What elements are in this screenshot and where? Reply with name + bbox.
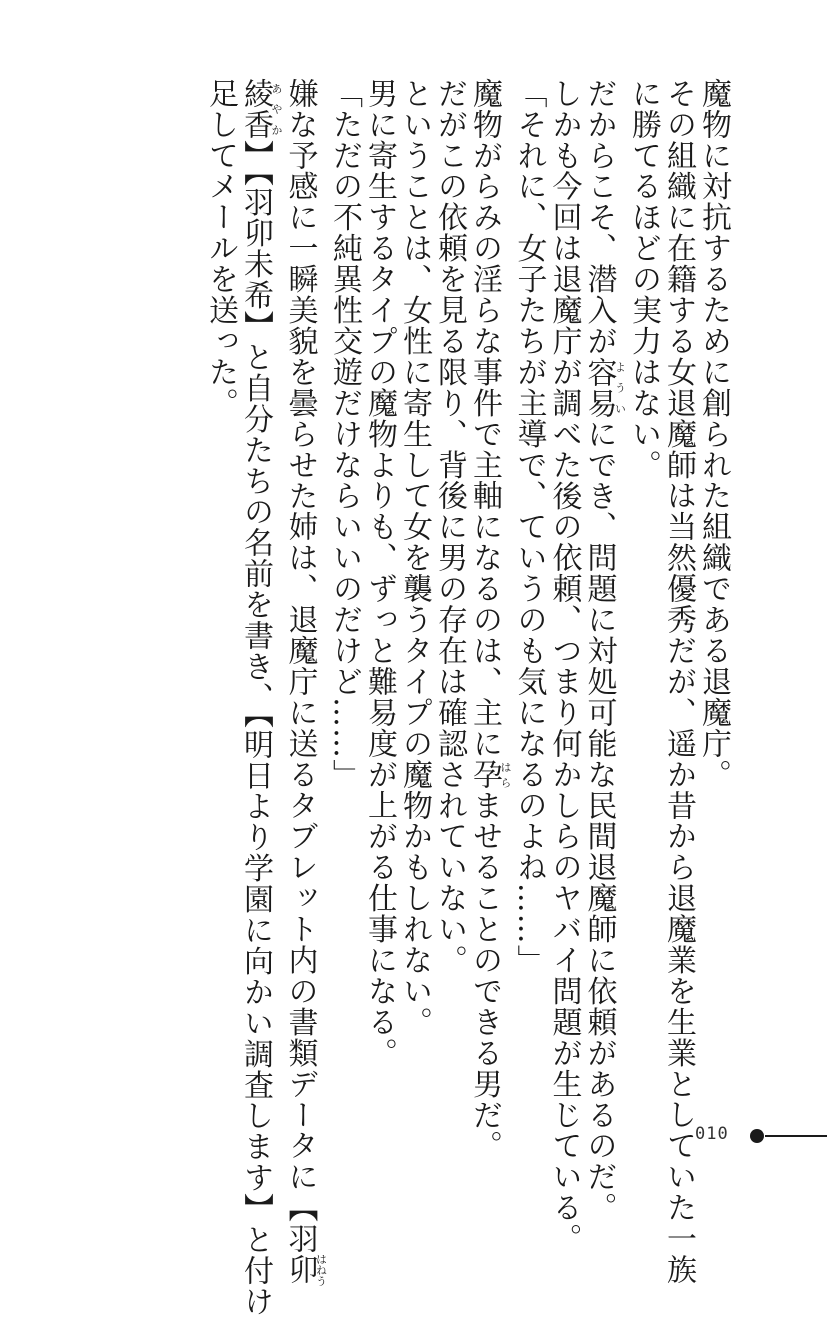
text-line: 綾香あやか】【羽卯未希】と自分たちの名前を書き、【明日より学園に向かい調査します】と付け [238,78,283,1317]
footer-rule [765,1135,827,1137]
furigana: 孕はら [467,758,512,790]
text-line: その組織に在籍する女退魔師は当然優秀だが、遥か昔から退魔業を生業としていた一族 [661,78,696,1286]
text-line: 魔物に対抗するために創られた組織である退魔庁。 [696,78,731,790]
furigana: 綾香あやか [238,78,283,140]
text-line: 男に寄生するタイプの魔物よりも、ずっと難易度が上がる仕事になる。 [362,78,397,1069]
text-line: だからこそ、潜入が容易よういにでき、問題に対処可能な民間退魔師に依頼があるのだ。 [581,78,627,1224]
text-line: 嫌な予感に一瞬美貌を曇らせた姉は、退魔庁に送るタブレット内の書類データに【羽卯はねう [282,78,328,1287]
furigana: 容易ようい [581,356,627,419]
dialogue-line: 「それに、女子たちが主導で、ていうのも気になるのよね……」 [511,78,547,976]
text-line: しかも今回は退魔庁が調べた後の依頼、つまり何かしらのヤバイ問題が生じている。 [546,78,582,1255]
page-footer [687,1122,827,1148]
text-line: 足してメールを送った。 [203,78,238,419]
page-number: 010 [695,1124,729,1144]
furigana: 卯はねう [282,1253,328,1287]
text-line: 魔物がらみの淫らな事件で主軸になるのは、主に孕はらませることのできる男だ。 [467,78,512,1162]
bullet-dot-icon [750,1129,764,1143]
text-line: に勝てるほどの実力はない。 [626,78,661,481]
text-line: ということは、女性に寄生して女を襲うタイプの魔物かもしれない。 [397,78,432,1038]
dialogue-line: 「ただの不純異性交遊だけならいいのだけど……」 [327,78,362,790]
text-line: だがこの依頼を見る限り、背後に男の存在は確認されていない。 [432,78,467,976]
